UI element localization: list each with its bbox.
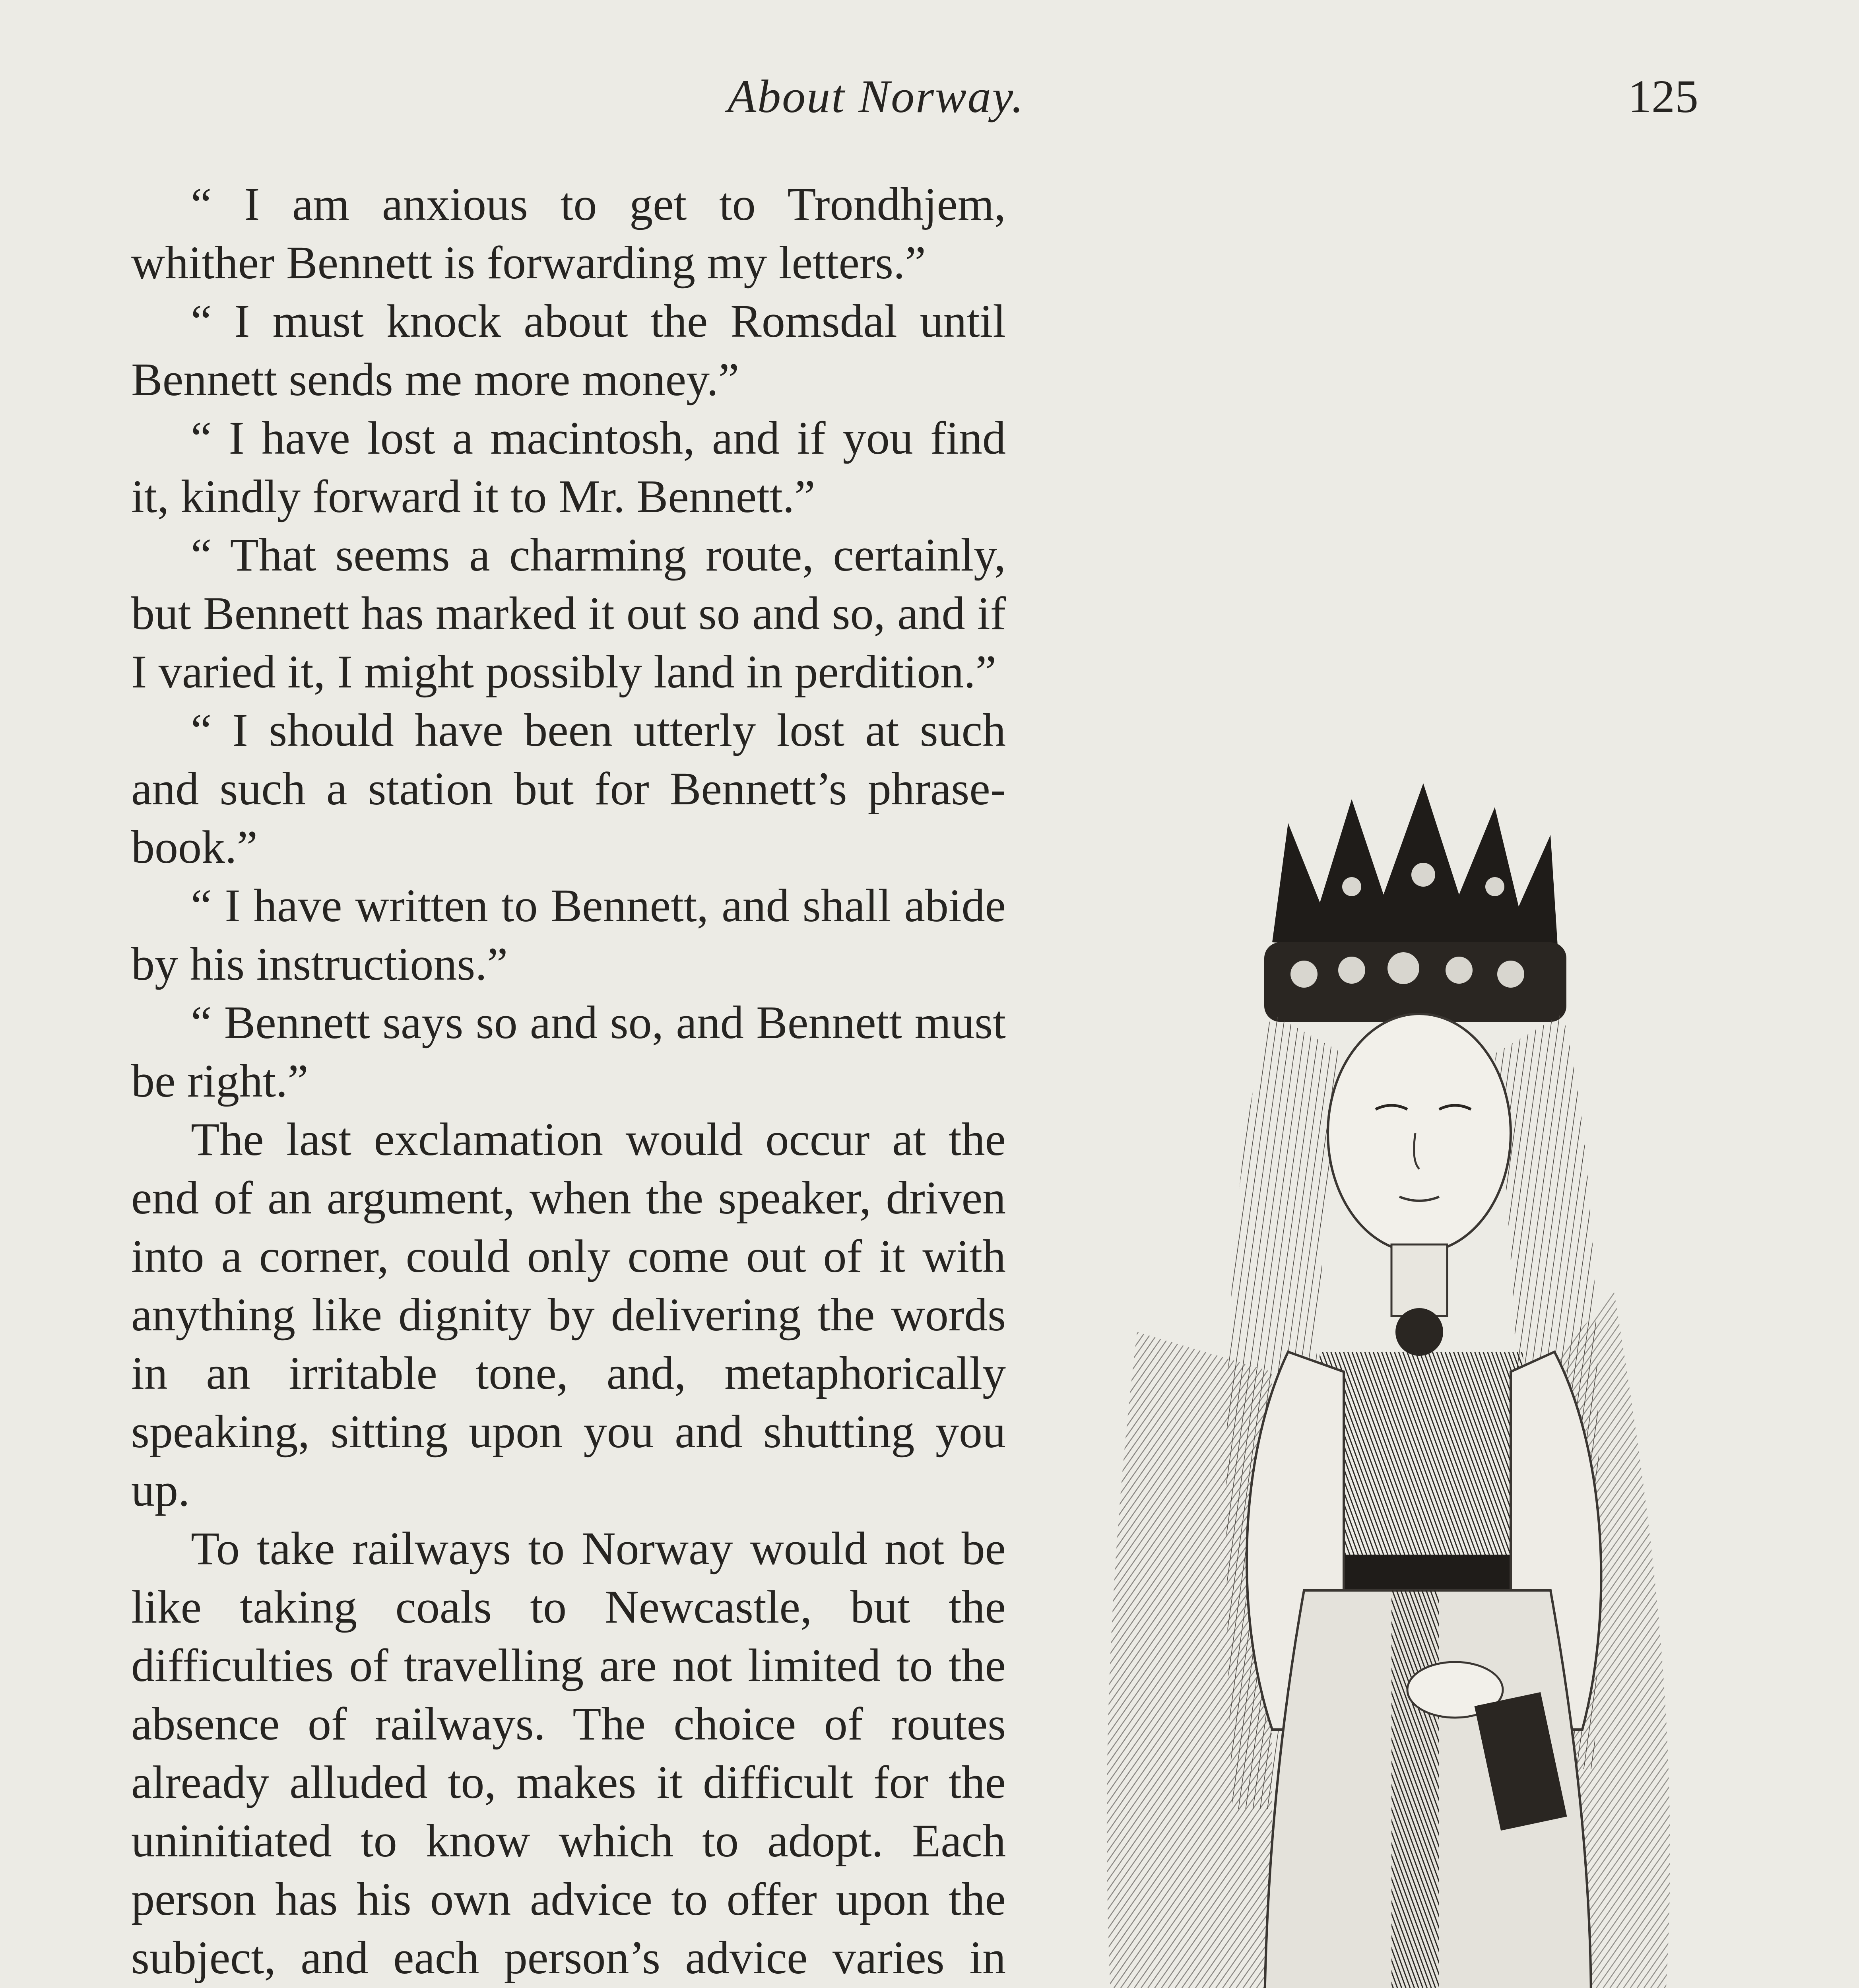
- paragraph: “ I have written to Bennett, and shall abide by his instructions.”: [131, 879, 1006, 990]
- norwegian-bride-engraving: [1065, 775, 1717, 1988]
- paragraph: “ I am anxious to get to Trondhjem, whither Bennett is forwarding my letters.”: [131, 178, 1006, 289]
- paragraph: “ I have lost a macintosh, and if you find it, kindly forward it to Mr. Bennett.”: [131, 412, 1006, 522]
- paragraph: “ I must knock about the Romsdal until Bennett sends me more money.”: [131, 295, 1006, 406]
- paragraph: The last exclamation would occur at the end of an argument, when the speaker, driven into a corner, could only come out of it with anything like dignity by delivering the words in an irritable tone, and, metaphorically speaking, sitting upon you and shutting you up.: [131, 1113, 1006, 1516]
- paragraph: “ I should have been utterly lost at such and such a station but for Bennett’s phrase-book.”: [131, 704, 1006, 873]
- running-header: [0, 60, 1859, 127]
- paragraph-text: To take railways to Norway would not be like taking coals to Newcastle, but the difficulties of travelling are not limited to the absence of railways. The choice of routes already alluded to, makes it difficult for the uninitiated to know which to adopt. Each person has his own advice to offer upon the subject, and each person’s advice varies in: [131, 1522, 1006, 1984]
- norwegian-bride-figure: [1065, 775, 1717, 1988]
- body-text: [131, 175, 1717, 1988]
- paragraph: “ Bennett says so and so, and Bennett must be right.”: [131, 996, 1006, 1107]
- running-title: About Norway.: [728, 70, 1025, 122]
- page-number: 125: [1628, 70, 1698, 122]
- paragraph: “ That seems a charming route, certainly, but Bennett has marked it out so and so, and if I varied it, I might possibly land in perdition.”: [131, 529, 1006, 698]
